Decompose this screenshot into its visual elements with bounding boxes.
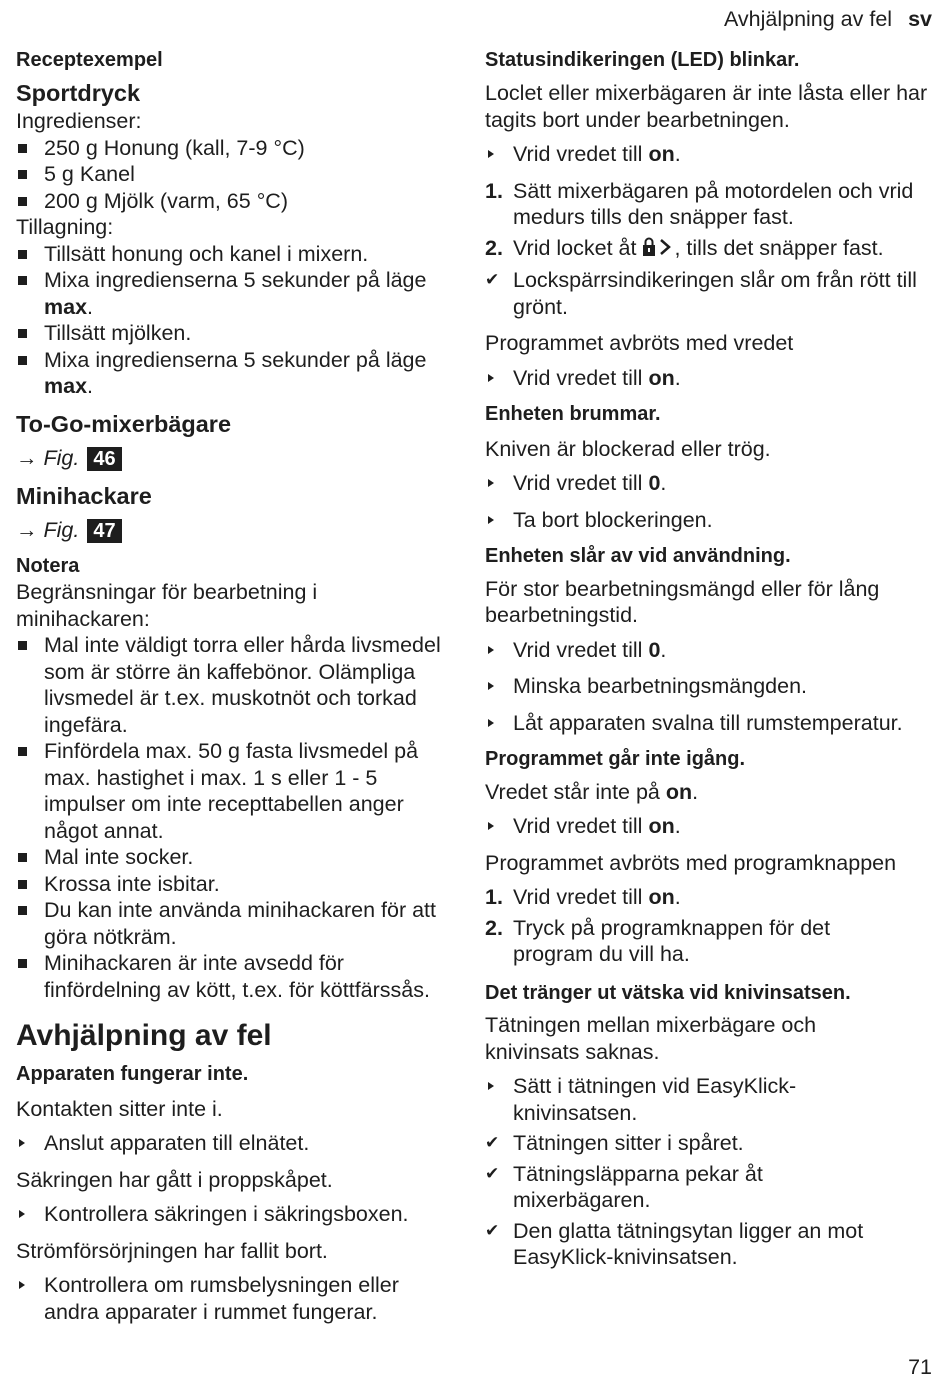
list-item: Anslut apparaten till elnätet. [16,1130,466,1157]
hum-heading: Enheten brummar. [485,403,661,425]
troubleshooting-title: Avhjälpning av fel [16,1019,272,1052]
list-item: Tillsätt mjölken. [16,320,466,347]
checkmark-icon: ✔ [485,1133,500,1152]
list-item: Kontrollera säkringen i säkringsboxen. [16,1201,466,1228]
numbered-steps [485,884,935,968]
action-text: Vrid vredet till [513,637,643,662]
action-list [485,637,935,737]
ingredients-list [16,135,466,215]
list-item: 5 g Kanel [16,161,466,188]
cause-bold: on [665,779,693,804]
list-item: Sätt i tätningen vid EasyKlick-knivinsatsen. [485,1073,905,1126]
fig-label: → Fig. [16,518,80,542]
left-column [16,46,466,1325]
list-item: Tillsätt honung och kanel i mixern. [16,241,466,268]
step-number: 1. [485,178,503,203]
recipe-examples-heading: Receptexempel [16,49,163,71]
led-heading: Statusindikeringen (LED) blinkar. [485,49,800,71]
fig-label: → Fig. [16,445,80,470]
language-code: sv [908,7,932,31]
list-item: Vrid vredet till 0. [485,470,935,497]
list-item: 250 g Honung (kall, 7-9 °C) [16,135,466,162]
action-bold: 0 [648,471,661,495]
mini-chopper-title: Minihackare [16,483,152,509]
shutoff-heading: Enheten slår av vid användning. [485,545,791,567]
list-item [485,178,935,231]
list-item: 1. Vrid vredet till on. [485,885,681,909]
action-text: Vrid vredet till [513,471,643,495]
list-item [485,915,913,968]
list-item: Mal inte socker. [16,844,456,871]
cause-text: Strömförsörjningen har fallit bort. [16,1238,328,1263]
action-bold: on [648,365,675,390]
list-item [485,1161,905,1214]
sport-drink-title: Sportdryck [16,80,141,106]
preparation-steps [16,241,466,400]
cause-text: Vredet står inte på on. [485,779,699,804]
action-list [485,141,935,168]
list-item: Finfördela max. 50 g fasta livsmedel på max. hastighet i max. 1 s eller 1 - 5 impulser om inte recepttabellen anger något annat. [16,738,456,844]
lock-icon [642,237,674,264]
list-item [485,235,935,264]
step-bold: max [44,294,88,319]
result-text: Tätningen sitter i spåret. [513,1131,744,1155]
action-list [16,1201,466,1228]
device-fail-heading: Apparaten fungerar inte. [16,1063,249,1085]
result-text: Lockspärrsindikeringen slår om från rött till grönt. [513,268,917,319]
cause-text: Säkringen har gått i proppskåpet. [16,1167,333,1192]
figure-number-badge: 46 [87,447,121,471]
step-text: Mixa ingredienserna 5 sekunder på läge [44,268,427,292]
step-text: Vrid locket åt [513,235,637,260]
action-text: Vrid vredet till [513,142,643,166]
note-intro: Begränsningar för bearbetning i minihackaren: [16,580,318,631]
list-item: Kontrollera om rumsbelysningen eller andra apparater i rummet fungerar. [16,1272,446,1325]
step-bold: on [648,885,675,909]
checkmark-icon: ✔ [485,1220,500,1240]
figure-number-badge: 47 [87,519,121,543]
action-text: Vrid vredet till [513,814,643,838]
step-number: 1. [485,885,503,909]
cause-text: Programmet avbröts med programknappen [485,850,897,875]
step-text: Tryck på programknappen för det program du vill ha. [513,915,831,966]
step-end: . [87,374,94,398]
step-text: Vrid vredet till [513,885,643,909]
cause-text: Tätningen mellan mixerbägare och knivinsats saknas. [485,1013,817,1064]
step-text: Mixa ingredienserna 5 sekunder på läge [44,347,427,372]
step-bold: max [44,374,88,398]
action-list [485,365,935,392]
list-item: Krossa inte isbitar. [16,871,456,898]
list-item: Mal inte väldigt torra eller hårda livsmedel som är större än kaffebönor. Olämpliga livsmedel är t.ex. muskotnöt och torkad ingefära. [16,632,456,738]
list-item [485,1130,905,1157]
action-list [16,1272,446,1325]
togo-figure-ref [16,445,466,472]
step-text: Sätt mixerbägaren på motordelen och vrid medurs tills den snäpper fast. [513,178,914,229]
togo-title: To-Go-mixerbägare [16,410,232,437]
action-list [485,470,935,533]
running-header [724,6,932,33]
ingredients-label: Ingredienser: [16,109,142,133]
list-item: 200 g Mjölk (varm, 65 °C) [16,188,466,215]
page-number: 71 [908,1355,932,1379]
right-column [485,46,935,1271]
cause-pre: Vredet står inte på [485,779,660,804]
list-item [485,1218,905,1271]
action-bold: on [648,814,675,838]
header-section-title: Avhjälpning av fel [723,7,893,31]
list-item: Vrid vredet till on. [485,141,935,168]
cause-text: Kniven är blockerad eller trög. [485,436,771,461]
list-item: Låt apparaten svalna till rumstemperatur. [485,710,913,737]
note-list [16,632,456,1003]
cause-text: Kontakten sitter inte i. [16,1096,223,1121]
step-number: 2. [485,235,503,260]
action-list [485,813,935,840]
cause-text: Programmet avbröts med vredet [485,331,794,355]
mini-figure-ref [16,517,466,544]
checkmark-icon: ✔ [485,1163,500,1183]
list-item: Ta bort blockeringen. [485,507,935,534]
cause-text: För stor bearbetningsmängd eller för lång bearbetningstid. [485,576,880,627]
step-text-end: , tills det snäpper fast. [674,235,884,260]
leak-heading: Det tränger ut vätska vid knivinsatsen. [485,981,851,1004]
list-item [485,267,935,320]
result-text: Den glatta tätningsytan ligger an mot EasyKlick-knivinsatsen. [513,1218,864,1269]
cause-text: Loclet eller mixerbägaren är inte låsta eller har tagits bort under bearbetningen. [485,81,928,132]
step-end: . [87,294,94,319]
numbered-steps [485,178,935,321]
list-item [16,267,466,320]
no-start-heading: Programmet går inte igång. [485,748,746,770]
action-list [485,1073,905,1271]
list-item: Du kan inte använda minihackaren för att göra nötkräm. [16,897,456,950]
action-bold: 0 [648,637,661,662]
list-item [16,347,466,400]
list-item: Minska bearbetningsmängden. [485,673,935,700]
preparation-label: Tillagning: [16,215,114,239]
action-text: Vrid vredet till [513,365,643,390]
checkmark-icon: ✔ [485,270,500,289]
list-item: Vrid vredet till on. [485,813,935,840]
list-item: Minihackaren är inte avsedd för finfördelning av kött, t.ex. för köttfärssås. [16,950,456,1003]
action-bold: on [648,142,675,166]
list-item: Vrid vredet till on. [485,365,935,392]
step-number: 2. [485,915,503,940]
note-heading: Notera [16,554,80,577]
list-item: Vrid vredet till 0. [485,637,935,664]
action-list [16,1130,466,1157]
result-text: Tätningsläpparna pekar åt mixerbägaren. [513,1161,763,1212]
